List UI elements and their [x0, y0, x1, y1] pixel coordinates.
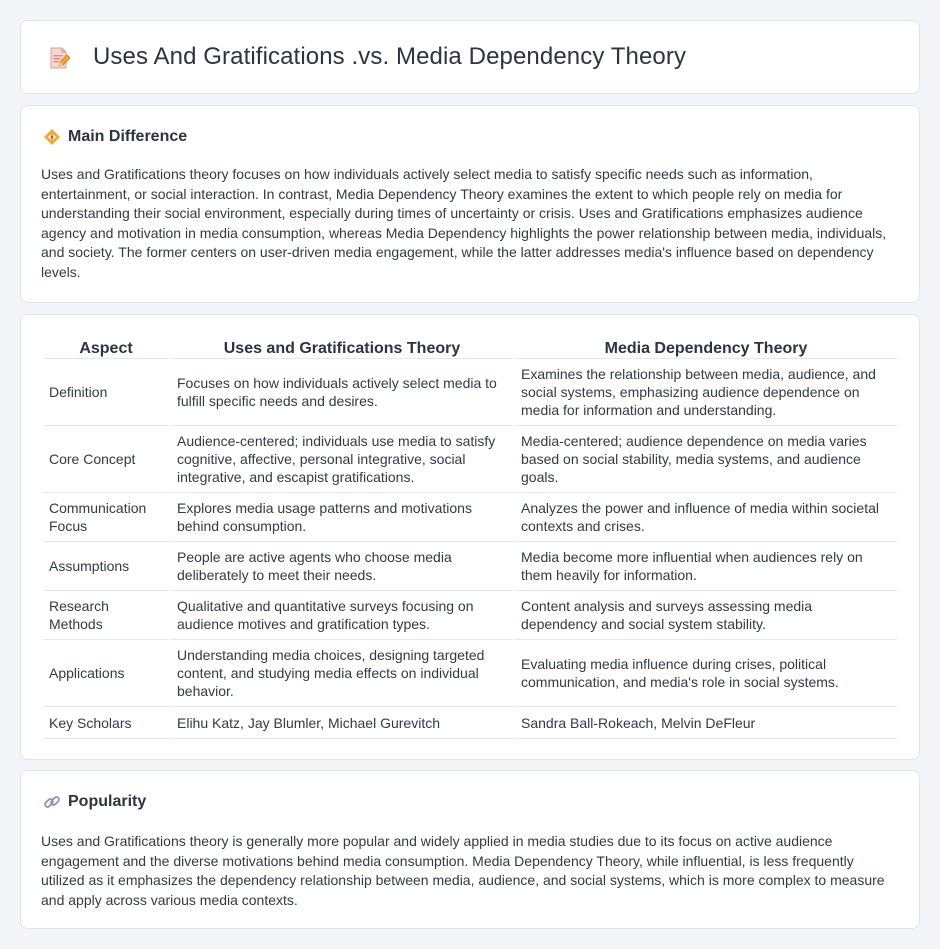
document-pencil-icon	[47, 46, 71, 70]
row-uses-gratifications: People are active agents who choose media deliberately to meet their needs.	[171, 542, 513, 591]
row-aspect: Research Methods	[43, 591, 169, 640]
header-media-dependency: Media Dependency Theory	[515, 335, 897, 359]
popularity-title: Popularity	[68, 793, 147, 810]
row-media-dependency: Evaluating media influence during crises, political communication, and media's role in social systems.	[515, 640, 897, 707]
popularity-card	[20, 770, 920, 929]
table-row	[43, 493, 897, 542]
row-uses-gratifications: Qualitative and quantitative surveys focusing on audience motives and gratification types.	[171, 591, 513, 640]
table-row	[43, 707, 897, 739]
row-aspect: Applications	[43, 640, 169, 707]
row-aspect: Assumptions	[43, 542, 169, 591]
popularity-text: Uses and Gratifications theory is generally more popular and widely applied in media studies due to its focus on active audience engagement and the diverse motivations behind media consumption. Media Dependency Theory, while influential, is less frequently utilized as it emphasizes the dependency relationship between media, audience, and social systems, which is more complex to measure and apply across various media contexts.	[41, 833, 885, 908]
row-media-dependency: Media become more influential when audiences rely on them heavily for information.	[515, 542, 897, 591]
comparison-card	[20, 314, 920, 760]
row-uses-gratifications: Explores media usage patterns and motivations behind consumption.	[171, 493, 513, 542]
row-aspect: Key Scholars	[43, 707, 169, 739]
diamond-arrows-icon	[43, 128, 61, 146]
link-icon	[43, 793, 61, 811]
main-difference-heading	[43, 128, 187, 146]
table-header-row	[43, 335, 897, 359]
row-aspect: Communication Focus	[43, 493, 169, 542]
main-difference-card	[20, 105, 920, 303]
row-uses-gratifications: Understanding media choices, designing targeted content, and studying media effects on individual behavior.	[171, 640, 513, 707]
header-uses-gratifications: Uses and Gratifications Theory	[171, 335, 513, 359]
table-row	[43, 426, 897, 493]
table-row	[43, 359, 897, 426]
popularity-heading	[43, 793, 146, 811]
table-row	[43, 640, 897, 707]
row-uses-gratifications: Focuses on how individuals actively select media to fulfill specific needs and desires.	[171, 359, 513, 426]
row-aspect: Definition	[43, 359, 169, 426]
page-title: Uses And Gratifications .vs. Media Dependency Theory	[93, 43, 687, 70]
row-uses-gratifications: Elihu Katz, Jay Blumler, Michael Gurevitch	[171, 707, 513, 739]
row-aspect: Core Concept	[43, 426, 169, 493]
comparison-table	[41, 335, 899, 739]
row-uses-gratifications: Audience-centered; individuals use media to satisfy cognitive, affective, personal integrative, social integrative, and escapist gratifications.	[171, 426, 513, 493]
table-row	[43, 591, 897, 640]
table-row	[43, 542, 897, 591]
row-media-dependency: Content analysis and surveys assessing media dependency and social system stability.	[515, 591, 897, 640]
row-media-dependency: Examines the relationship between media, audience, and social systems, emphasizing audience dependence on media for information and understanding.	[515, 359, 897, 426]
row-media-dependency: Media-centered; audience dependence on media varies based on social stability, media systems, and audience goals.	[515, 426, 897, 493]
header-aspect: Aspect	[43, 335, 169, 359]
main-difference-title: Main Difference	[68, 128, 188, 145]
main-difference-text: Uses and Gratifications theory focuses on how individuals actively select media to satisfy specific needs such as information, entertainment, or social interaction. In contrast, Media Dependency Theory examines the extent to which people rely on media for understanding their social environment, especially during times of uncertainty or crisis. Uses and Gratifications emphasizes audience agency and motivation in media consumption, whereas Media Dependency highlights the power relationship between media, individuals, and society. The former centers on user-driven media engagement, while the latter addresses media's influence based on dependency levels.	[41, 166, 887, 280]
header-card	[20, 20, 920, 94]
row-media-dependency: Sandra Ball-Rokeach, Melvin DeFleur	[515, 707, 897, 739]
row-media-dependency: Analyzes the power and influence of media within societal contexts and crises.	[515, 493, 897, 542]
